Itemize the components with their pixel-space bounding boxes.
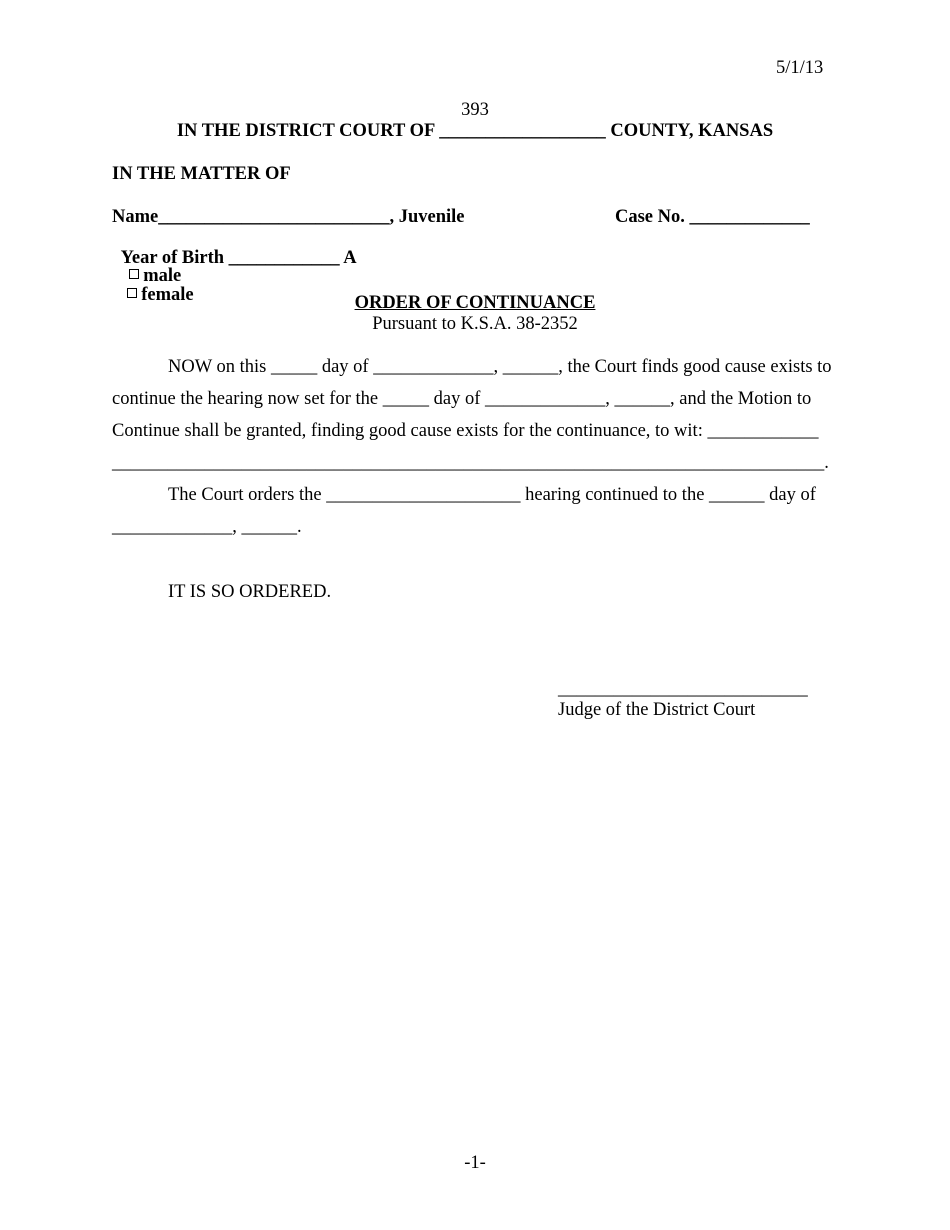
male-checkbox[interactable] — [129, 269, 139, 279]
body-line: The Court orders the _____________________ hearing continued to the ______ day of — [168, 485, 816, 505]
so-ordered: IT IS SO ORDERED. — [168, 582, 332, 602]
matter-label: IN THE MATTER OF — [112, 164, 291, 184]
juvenile-name-field[interactable]: Name_________________________, Juvenile — [112, 207, 465, 227]
document-title: ORDER OF CONTINUANCE — [354, 293, 596, 313]
body-line: Continue shall be granted, finding good cause exists for the continuance, to wit: ____________ — [112, 421, 819, 441]
form-date: 5/1/13 — [776, 58, 824, 78]
body-line: _____________________________________________________________________________. — [112, 453, 829, 473]
male-label: male — [143, 266, 182, 286]
page-number: -1- — [464, 1153, 486, 1173]
body-line: continue the hearing now set for the _____ day of _____________, ______, and the Motion to — [112, 389, 812, 409]
birth-year-label[interactable]: Year of Birth ____________ A — [120, 247, 357, 268]
birth-year-field — [112, 230, 357, 304]
case-number-field[interactable]: Case No. _____________ — [615, 207, 810, 227]
female-label: female — [141, 284, 194, 305]
body-line: _____________, ______. — [112, 517, 302, 537]
body-line: NOW on this _____ day of _____________, ______, the Court finds good cause exists to — [168, 357, 832, 377]
document-subtitle: Pursuant to K.S.A. 38-2352 — [372, 314, 578, 334]
signature-line: ___________________________ — [558, 679, 808, 699]
court-heading: IN THE DISTRICT COURT OF __________________ COUNTY, KANSAS — [176, 121, 774, 141]
signature-label: Judge of the District Court — [558, 700, 756, 720]
form-number: 393 — [461, 100, 489, 120]
